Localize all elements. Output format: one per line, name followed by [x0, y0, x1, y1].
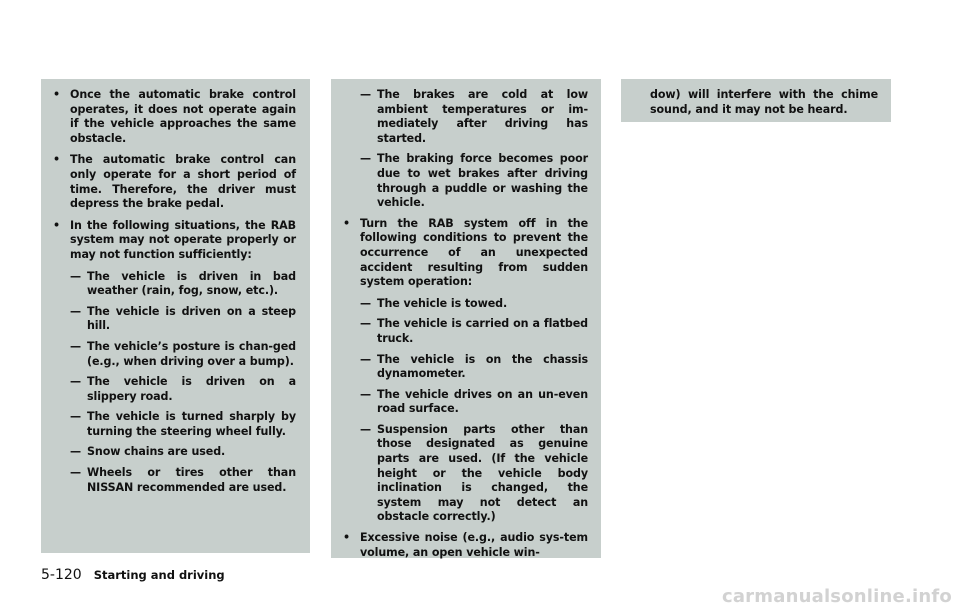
- bullet-item: [49, 88, 296, 146]
- bullet-item: [339, 217, 588, 290]
- text-column-1: [41, 79, 310, 553]
- dash-mark: —: [360, 152, 371, 166]
- dash-text: The braking force becomes poor due to wet brakes after driving through a puddle or washing the vehicle.: [377, 152, 588, 210]
- dash-mark: —: [360, 296, 371, 310]
- dash-mark: —: [360, 317, 371, 331]
- text-column-3: [621, 79, 891, 122]
- dash-text: The vehicle is driven in bad weather (rain, fog, snow, etc.).: [87, 269, 296, 298]
- dash-item: [49, 375, 296, 404]
- dash-item: [339, 353, 588, 382]
- bullet-item: [339, 531, 588, 560]
- dash-mark: —: [70, 269, 81, 283]
- dash-item: [339, 423, 588, 525]
- dash-text: Wheels or tires other than NISSAN recommended are used.: [87, 466, 296, 494]
- dash-text: Suspension parts other than those designated as genuine parts are used. (If the vehicle height or the vehicle body inclination is changed, the system may not detect an obstacle correctly.): [377, 422, 588, 524]
- dash-item: [49, 270, 296, 299]
- dash-item: [49, 410, 296, 439]
- dash-mark: —: [70, 339, 81, 353]
- dash-text: The vehicle is turned sharply by turning the steering wheel fully.: [87, 410, 296, 438]
- dash-item: [49, 340, 296, 369]
- dash-item: [339, 317, 588, 346]
- dash-item: [339, 88, 588, 146]
- page-footer: [41, 567, 225, 587]
- dash-text: Snow chains are used.: [87, 445, 226, 459]
- dash-mark: —: [360, 352, 371, 366]
- bullet-text: The automatic brake control can only operate for a short period of time. Therefore, the driver must depress the brake pedal.: [70, 153, 296, 211]
- dash-mark: —: [70, 304, 81, 318]
- bullet-mark: •: [53, 88, 60, 101]
- dash-mark: —: [70, 445, 81, 459]
- dash-item: [339, 388, 588, 417]
- dash-text: The vehicle’s posture is chan-ged (e.g., when driving over a bump).: [87, 339, 296, 368]
- dash-text: The vehicle is towed.: [377, 296, 508, 310]
- dash-text: The vehicle is driven on a steep hill.: [87, 304, 296, 333]
- dash-mark: —: [70, 375, 81, 389]
- dash-text: The vehicle drives on an un-even road surface.: [377, 387, 588, 416]
- bullet-mark: •: [53, 218, 60, 232]
- dash-mark: —: [70, 410, 81, 424]
- bullet-text: Once the automatic brake control operates, it does not operate again if the vehicle approaches the same obstacle.: [70, 88, 296, 145]
- page-number: 5-120: [41, 567, 82, 583]
- text-column-2: [331, 79, 601, 558]
- dash-item: [339, 152, 588, 210]
- bullet-mark: •: [343, 216, 350, 230]
- dash-item: [49, 445, 296, 460]
- dash-text: The brakes are cold at low ambient temperatures or im-mediately after driving has started.: [377, 88, 588, 145]
- dash-mark: —: [70, 466, 81, 480]
- dash-mark: —: [360, 88, 371, 101]
- bullet-mark: •: [53, 153, 60, 167]
- dash-text: The vehicle is on the chassis dynamometer.: [377, 352, 588, 381]
- dash-item: [339, 297, 588, 312]
- bullet-mark: •: [343, 531, 350, 545]
- dash-mark: —: [360, 422, 371, 436]
- bullet-item: [49, 153, 296, 211]
- dash-text: The vehicle is carried on a flatbed truck.: [377, 317, 588, 345]
- bullet-text: Turn the RAB system off in the following conditions to prevent the occurrence of an unexpected accident resulting from sudden system operation:: [360, 216, 588, 289]
- bullet-text: In the following situations, the RAB system may not operate properly or may not function sufficiently:: [70, 218, 296, 261]
- bullet-text: Excessive noise (e.g., audio sys-tem volume, an open vehicle win-: [360, 531, 588, 559]
- dash-item: [49, 305, 296, 334]
- bullet-item: [49, 219, 296, 263]
- dash-mark: —: [360, 387, 371, 401]
- continued-text: dow) will interfere with the chime sound, and it may not be heard.: [650, 88, 878, 116]
- dash-item: [49, 466, 296, 495]
- section-title: Starting and driving: [93, 568, 225, 582]
- watermark: carmanualsonline.info: [721, 586, 952, 607]
- dash-text: The vehicle is driven on a slippery road.: [87, 375, 296, 403]
